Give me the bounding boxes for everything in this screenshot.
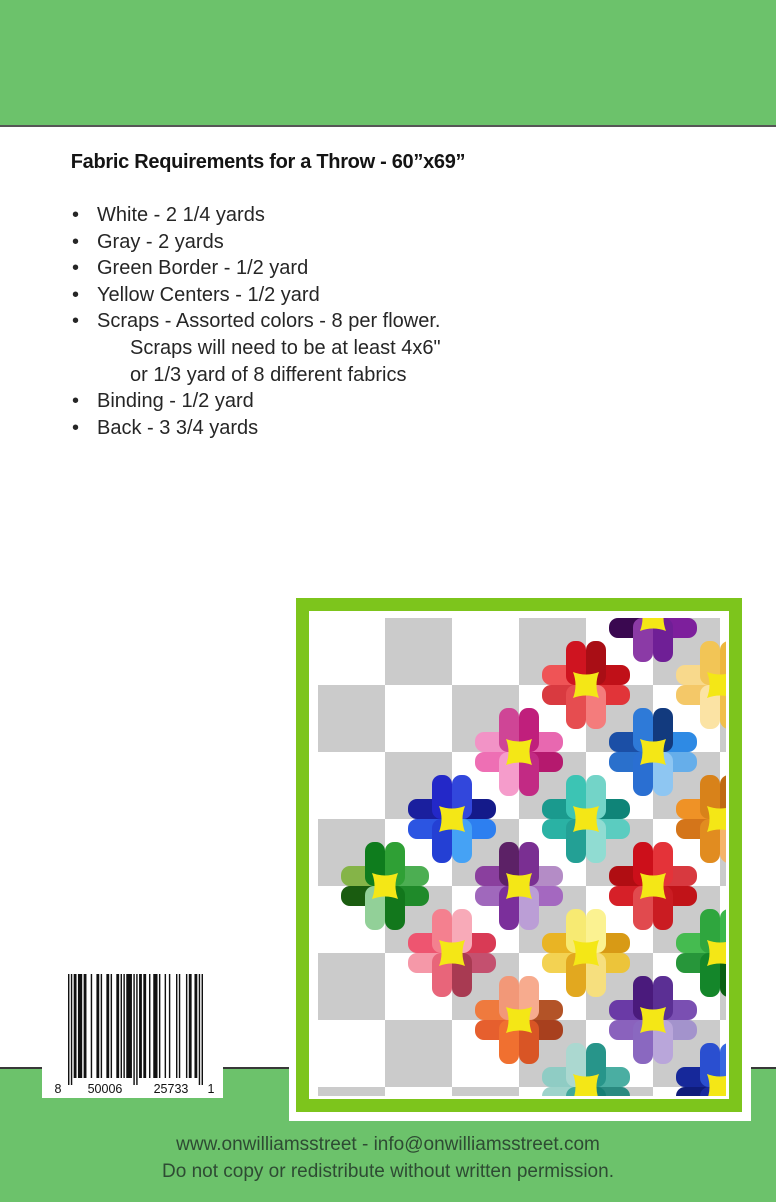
barcode-bar (149, 974, 150, 1078)
yellow-star-center (439, 940, 465, 966)
yellow-star-center (573, 940, 599, 966)
barcode-bar (123, 974, 124, 1078)
barcode-bar (133, 974, 134, 1085)
barcode-bar (74, 974, 77, 1078)
yellow-star-center (506, 739, 532, 765)
bullet-dot: • (72, 390, 80, 413)
list-item-text: Green Border - 1/2 yard (97, 257, 309, 280)
list-item (72, 255, 441, 282)
bullet-dot: • (72, 310, 80, 333)
yellow-star-center (506, 1007, 532, 1033)
barcode-bar (189, 974, 192, 1078)
list-item (72, 308, 441, 335)
barcode-digits: 25733 (153, 1082, 189, 1096)
yellow-star-center (573, 672, 599, 698)
list-item-text: Binding - 1/2 yard (97, 390, 254, 413)
yellow-star-center (640, 1007, 666, 1033)
yellow-star-center (439, 806, 465, 832)
barcode-bar (84, 974, 87, 1078)
list-item-text: or 1/3 yard of 8 different fabrics (130, 363, 407, 386)
list-item (72, 282, 441, 309)
barcode-bar (199, 974, 200, 1085)
footer-permission-line: Do not copy or redistribute without written permission. (162, 1161, 614, 1182)
yellow-star-center (707, 672, 726, 698)
yellow-star-center (372, 873, 398, 899)
barcode-bar (111, 974, 112, 1078)
yellow-star-center (573, 806, 599, 832)
yellow-star-center (707, 806, 726, 832)
list-item (72, 388, 441, 415)
barcode-bar (91, 974, 92, 1078)
yellow-star-center (640, 739, 666, 765)
barcode-bar (116, 974, 119, 1078)
barcode-bar (186, 974, 187, 1078)
barcode-digits: 50006 (87, 1082, 123, 1096)
barcode-bar (106, 974, 109, 1078)
quilt-flowers-image (318, 618, 726, 1096)
yellow-star-center (573, 1074, 599, 1096)
page-title: Fabric Requirements for a Throw - 60”x69” (70, 151, 466, 173)
barcode-bar (153, 974, 157, 1078)
barcode-bar (176, 974, 177, 1078)
list-item-text: Scraps will need to be at least 4x6" (130, 336, 441, 359)
list-item-text: Back - 3 3/4 yards (97, 416, 259, 439)
yellow-star-center (640, 873, 666, 899)
bullet-dot: • (72, 416, 80, 439)
barcode-bar (169, 974, 170, 1078)
barcode-bar (71, 974, 72, 1085)
barcode-bar (202, 974, 203, 1085)
bullet-dot: • (72, 257, 80, 280)
barcode-box (42, 952, 223, 1098)
list-item (72, 415, 441, 442)
barcode-bar (96, 974, 99, 1078)
yellow-star-center (707, 1074, 726, 1096)
barcode-bar (126, 974, 132, 1078)
barcode-bar (179, 974, 180, 1078)
list-item-text: White - 2 1/4 yards (97, 204, 265, 226)
list-item-text: Gray - 2 yards (97, 230, 224, 253)
list-item-text: Scraps - Assorted colors - 8 per flower. (97, 310, 441, 333)
bullet-dot: • (72, 204, 80, 226)
barcode-digits: 8 (54, 1082, 62, 1096)
barcode-bar (143, 974, 146, 1078)
list-item (72, 229, 441, 256)
bullet-dot: • (72, 230, 80, 253)
list-item-continuation (72, 362, 441, 389)
barcode-bar (139, 974, 142, 1078)
list-item-text: Yellow Centers - 1/2 yard (97, 283, 320, 306)
barcode (42, 952, 223, 1098)
yellow-star-center (506, 873, 532, 899)
barcode-bar (78, 974, 82, 1078)
barcode-digits: 1 (207, 1082, 215, 1096)
list-item-continuation (72, 335, 441, 362)
barcode-bar (165, 974, 166, 1078)
barcode-bar (159, 974, 160, 1078)
list-item (72, 202, 441, 229)
header-green-band (0, 0, 776, 127)
barcode-bar (121, 974, 122, 1078)
barcode-bar (101, 974, 102, 1078)
barcode-bar (68, 974, 69, 1085)
barcode-bar (194, 974, 197, 1078)
barcode-bar (136, 974, 137, 1085)
fabric-requirements-list (72, 202, 441, 441)
bullet-dot: • (72, 283, 80, 306)
yellow-star-center (707, 940, 726, 966)
footer-contact-line: www.onwilliamsstreet - info@onwilliamsstreet.com (176, 1134, 600, 1155)
